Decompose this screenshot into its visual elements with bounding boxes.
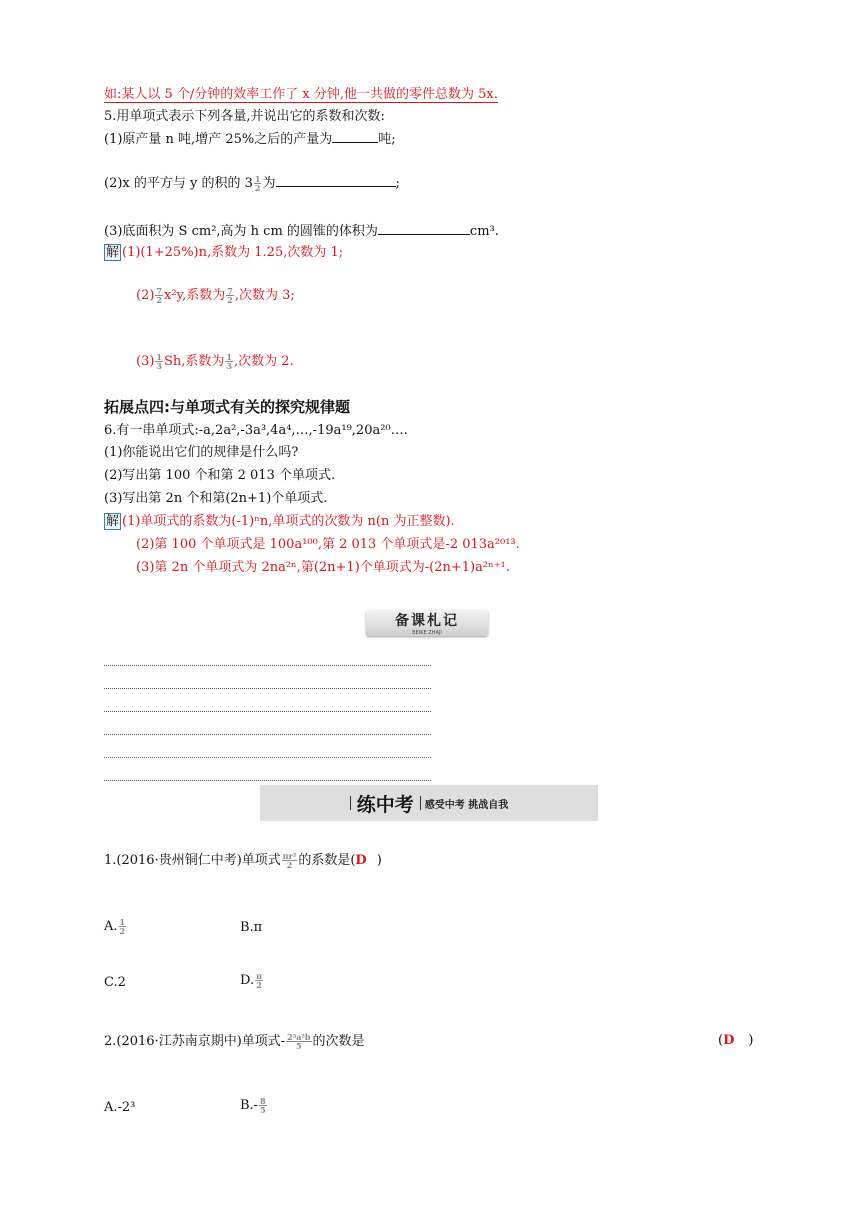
- q5-answer2: [136, 287, 295, 305]
- q5-a2-label: (2): [136, 288, 155, 303]
- frac-den: 2: [227, 295, 233, 305]
- frac-den: 2: [286, 860, 293, 870]
- divider: [350, 796, 351, 810]
- exam-q2-answer: [718, 1033, 753, 1048]
- frac-den: 2: [254, 183, 261, 193]
- q5-a2-end: ,次数为 3;: [234, 288, 295, 303]
- solution-mark: 解: [106, 514, 120, 529]
- q5-stem: [104, 108, 385, 126]
- section-heading: 拓展点四:与单项式有关的探究规律题: [104, 398, 351, 416]
- q5-answer3: [136, 353, 294, 371]
- fraction-pi-r2-over-2: [282, 852, 298, 869]
- fraction-seven-half: [226, 287, 234, 304]
- note-line: [104, 711, 431, 712]
- note-line: [104, 665, 431, 666]
- q6-answer1: [104, 513, 455, 531]
- notes-badge-sub: BEIKE ZHAJI: [412, 630, 442, 636]
- frac-den: 2: [256, 980, 262, 990]
- q5-p3-unit: cm³.: [469, 224, 499, 239]
- answer-letter: D: [355, 853, 367, 868]
- banner-tag: 感受中考 挑战自我: [424, 799, 509, 811]
- option-a: [104, 918, 127, 935]
- blank-line: [332, 130, 378, 143]
- q5-stem-text: 5.用单项式表示下列各量,并说出它的系数和次数:: [104, 109, 385, 124]
- divider: [420, 796, 421, 810]
- blank-line: [276, 174, 396, 187]
- q6-answer3: (3)第 2n 个单项式为 2na²ⁿ,第(2n+1)个单项式为-(2n+1)a²ⁿ⁺¹.: [136, 560, 510, 575]
- q5-a2-text: x²y,系数为: [164, 288, 226, 303]
- fraction-seven-half: [155, 287, 163, 304]
- blank-line: [378, 222, 470, 235]
- fraction-pi-over-2: [255, 972, 263, 989]
- fraction-2cubed-a2b-over-5: [286, 1033, 311, 1050]
- frac-num: 1: [119, 917, 126, 927]
- q5-a3-label: (3): [136, 354, 155, 369]
- frac-den: 5: [260, 1105, 266, 1115]
- option-a: A.-2³: [104, 1100, 136, 1115]
- frac-den: 2: [119, 926, 126, 936]
- frac-num: 1: [226, 352, 232, 362]
- q6-answer2: (2)第 100 个单项式是 100a¹⁰⁰,第 2 013 个单项式是-2 013a²⁰¹³.: [136, 537, 520, 552]
- q5-part2: [104, 174, 400, 193]
- option-label: B.-: [240, 1098, 259, 1113]
- frac-num: 7: [156, 286, 162, 296]
- note-line: [104, 688, 431, 689]
- exam-q2-stem: [104, 1033, 365, 1051]
- frac-den: 3: [226, 361, 232, 371]
- q5-answer1-text: (1)(1+25%)n,系数为 1.25,次数为 1;: [122, 245, 344, 260]
- answer-letter: D: [723, 1033, 735, 1048]
- fraction-one-third: [155, 353, 163, 370]
- option-c: C.2: [104, 975, 126, 990]
- frac-den: 3: [156, 361, 162, 371]
- q6-part1: (1)你能说出它们的规律是什么吗?: [104, 445, 299, 460]
- e2-close-paren: ): [748, 1033, 754, 1048]
- q6-part3: (3)写出第 2n 个和第(2n+1)个单项式.: [104, 491, 328, 506]
- q6-answer1-text: (1)单项式的系数为(-1)ⁿn,单项式的次数为 n(n 为正整数).: [122, 514, 455, 529]
- frac-num: 7: [227, 286, 233, 296]
- option-label: D.: [240, 973, 255, 988]
- q6-part2: (2)写出第 100 个和第 2 013 个单项式.: [104, 468, 336, 483]
- e2-stem-a: 2.(2016·江苏南京期中)单项式-: [104, 1034, 286, 1049]
- q5-answer1: [104, 244, 343, 262]
- e1-stem-b: 的系数是(: [298, 853, 356, 868]
- q5-part3: [104, 222, 499, 241]
- q5-p1-unit: 吨;: [378, 132, 396, 147]
- q5-part1: [104, 130, 396, 149]
- example-text: 如:某人以 5 个/分钟的效率工作了 x 分钟,他一共做的零件总数为 5x.: [104, 87, 498, 102]
- q5-p2-text: (2)x 的平方与 y 的积的 3: [104, 176, 253, 191]
- frac-num: 1: [254, 174, 261, 184]
- frac-den: 5: [296, 1041, 302, 1051]
- e2-stem-b: 的次数是: [312, 1034, 365, 1049]
- q5-a3-text: Sh,系数为: [164, 354, 225, 369]
- banner-title: 练中考: [356, 793, 414, 816]
- example-line: [104, 86, 498, 104]
- solution-mark: 解: [106, 245, 120, 260]
- frac-den: 2: [156, 295, 162, 305]
- option-b: [240, 1097, 268, 1114]
- frac-num: 2³a²b: [287, 1032, 311, 1042]
- option-b: B.π: [240, 920, 263, 935]
- notes-badge-title: 备课札记: [395, 613, 459, 629]
- q5-p2-wei: 为: [262, 176, 276, 191]
- option-label: A.: [104, 919, 118, 934]
- e2-open-paren: (: [718, 1033, 724, 1048]
- q6-stem: 6.有一串单项式:-a,2a²,-3a³,4a⁴,…,-19a¹⁹,20a²⁰….: [104, 423, 408, 438]
- e1-stem-a: 1.(2016·贵州铜仁中考)单项式: [104, 853, 281, 868]
- note-line: [104, 780, 431, 781]
- frac-num: πr²: [282, 851, 297, 861]
- frac-num: 8: [260, 1096, 266, 1106]
- fraction-one-half: [254, 175, 262, 192]
- fraction-one-half: [119, 918, 127, 935]
- q5-a3-end: ,次数为 2.: [234, 354, 294, 369]
- e1-close-paren: ): [376, 853, 382, 868]
- note-line: [104, 734, 431, 735]
- exam-q1-stem: [104, 852, 382, 870]
- q5-p3-text: (3)底面积为 S cm²,高为 h cm 的圆锥的体积为: [104, 224, 378, 239]
- note-line: [104, 757, 431, 758]
- fraction-one-third: [225, 353, 233, 370]
- q5-p1-text: (1)原产量 n 吨,增产 25%之后的产量为: [104, 132, 333, 147]
- notes-badge: [366, 610, 488, 636]
- option-d: [240, 972, 264, 989]
- frac-num: 1: [156, 352, 162, 362]
- frac-num: π: [256, 971, 262, 981]
- practice-banner: [260, 785, 598, 821]
- q5-p2-end: ;: [395, 176, 400, 191]
- fraction-eight-fifths: [259, 1097, 267, 1114]
